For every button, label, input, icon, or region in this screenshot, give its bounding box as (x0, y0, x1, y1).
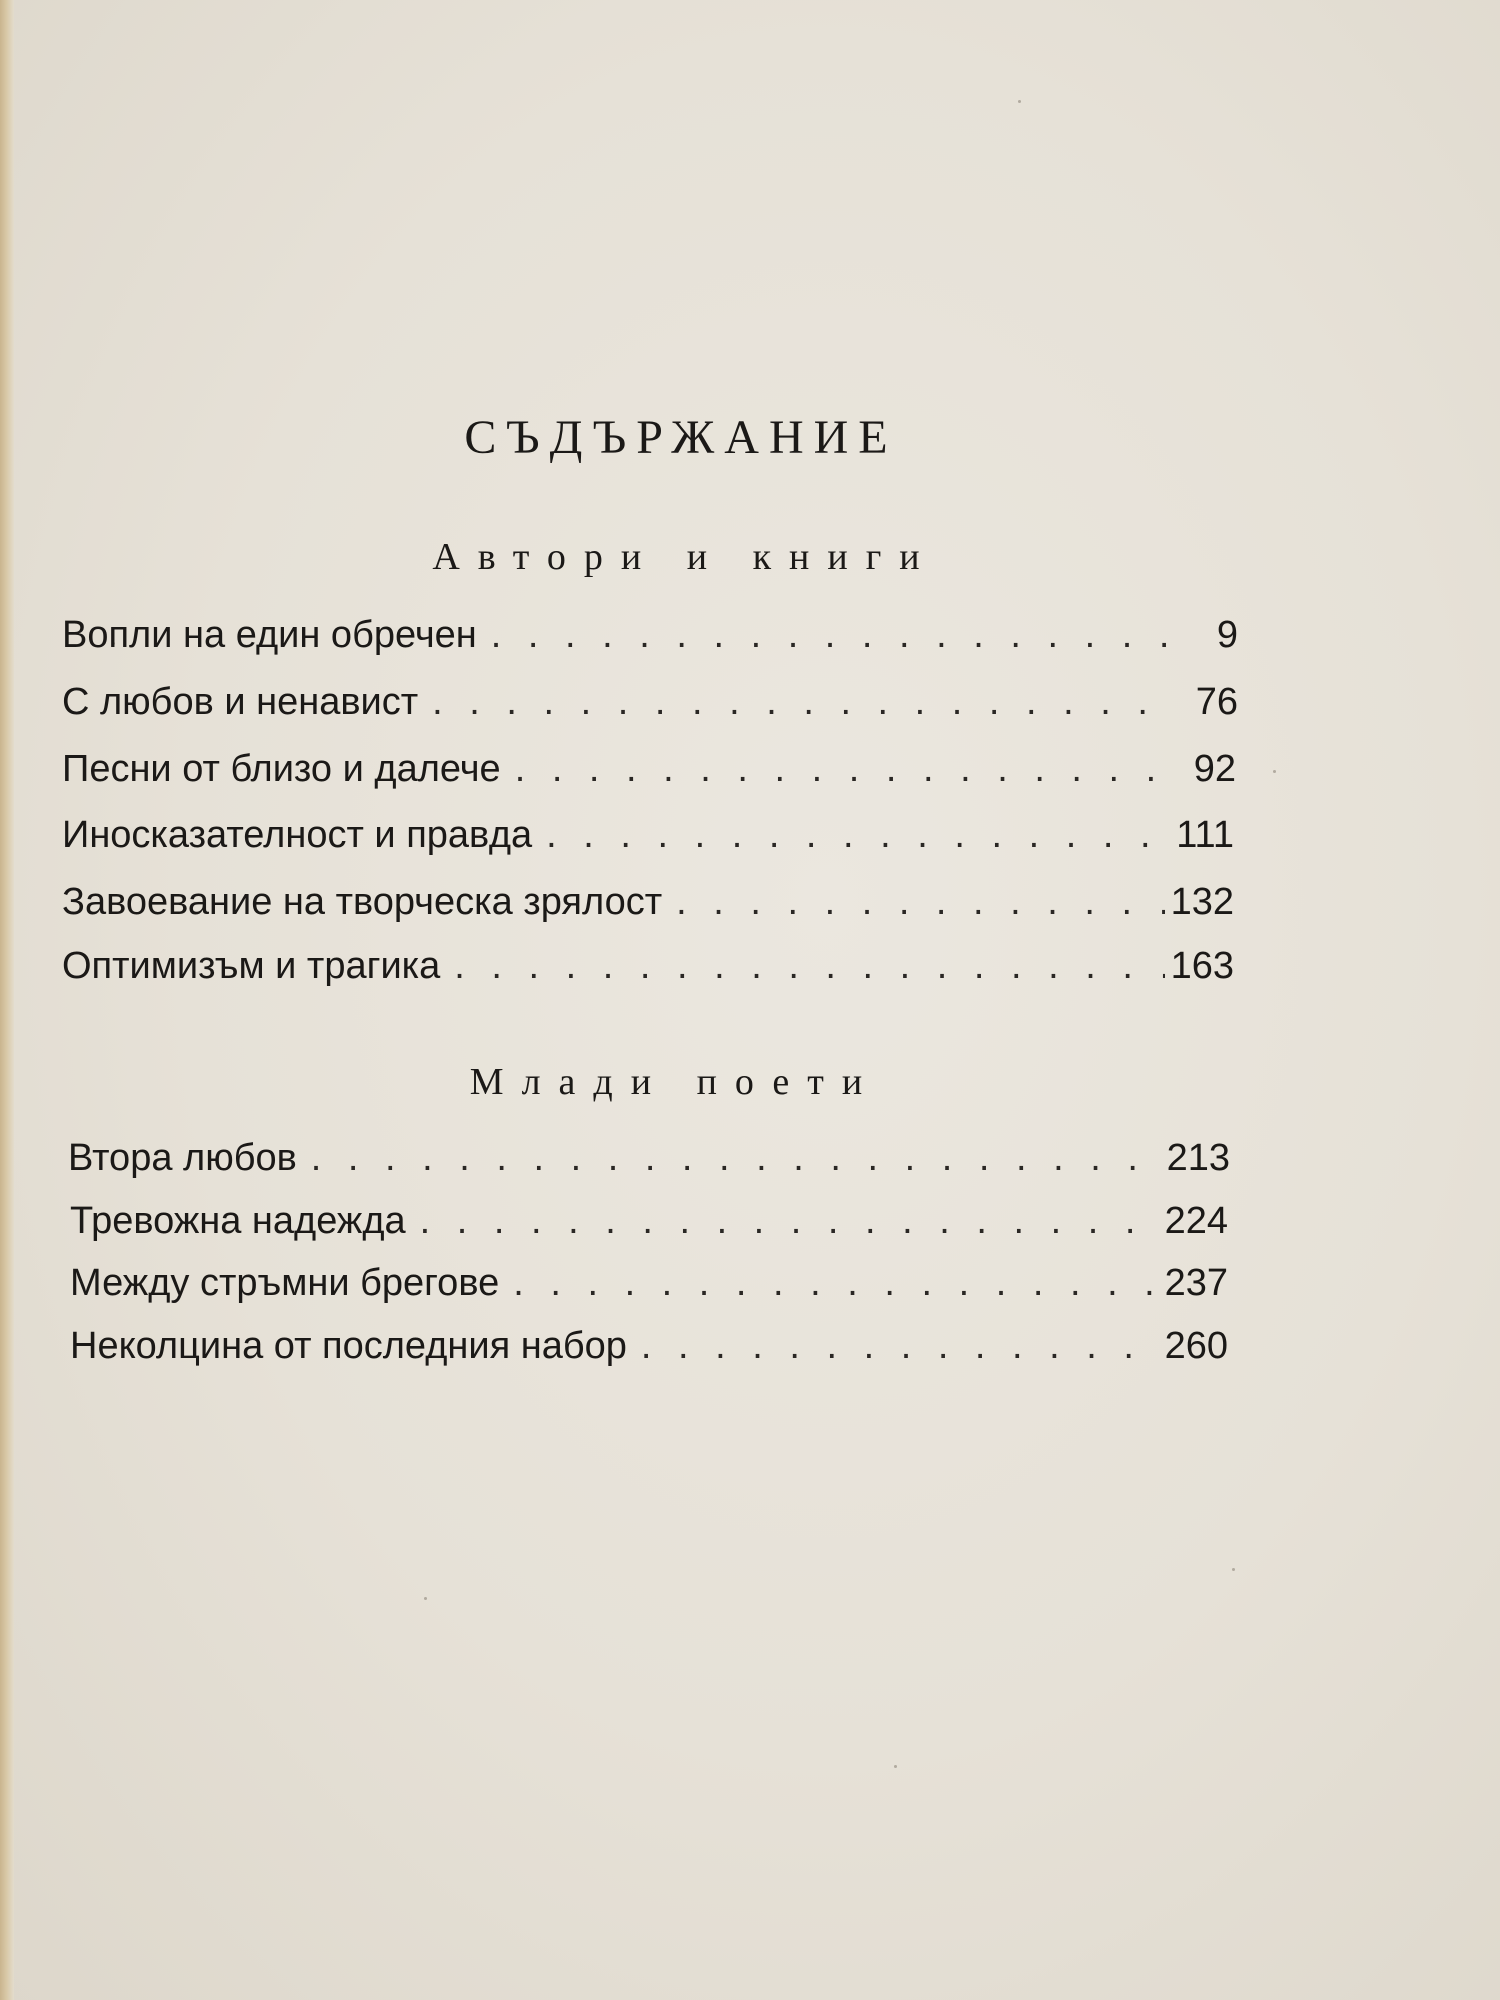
dot-leader (627, 1325, 1159, 1368)
entry-page-number: 163 (1170, 945, 1234, 987)
toc-entry[interactable] (62, 881, 1234, 929)
entry-title: Тревожна надежда (70, 1200, 406, 1242)
entry-page-number: 76 (1195, 681, 1238, 723)
toc-title: СЪДЪРЖАНИЕ (464, 411, 898, 464)
dot-leader (440, 945, 1164, 988)
entry-title: Неколцина от последния набор (70, 1325, 627, 1367)
entry-title: Вопли на един обречен (62, 614, 477, 656)
toc-entry[interactable] (62, 681, 1238, 729)
entry-page-number: 237 (1164, 1262, 1228, 1304)
dot-leader (501, 748, 1170, 791)
dot-leader (662, 881, 1164, 924)
entry-page-number: 111 (1176, 814, 1234, 856)
toc-entry[interactable] (70, 1325, 1228, 1373)
dot-leader (499, 1262, 1158, 1305)
toc-entry[interactable] (68, 1137, 1230, 1185)
entry-title: Между стръмни брегове (70, 1262, 500, 1304)
table-of-contents (60, 0, 1240, 2000)
entry-page-number: 224 (1164, 1200, 1228, 1242)
toc-entry[interactable] (70, 1262, 1228, 1310)
dot-leader (418, 681, 1172, 724)
entry-title: С любов и ненавист (62, 681, 419, 723)
entry-page-number: 9 (1216, 614, 1238, 656)
entry-title: Иносказателност и правда (62, 814, 533, 856)
entry-page-number: 92 (1193, 748, 1236, 790)
book-spine-edge (0, 0, 14, 2000)
paper-speck (1273, 770, 1276, 773)
dot-leader (297, 1137, 1161, 1180)
dot-leader (406, 1200, 1159, 1243)
section-heading-young-poets: Млади поети (469, 1061, 881, 1103)
entry-page-number: 260 (1164, 1325, 1228, 1367)
section-heading-authors-and-books: Автори и книги (432, 536, 938, 578)
entry-title: Втора любов (68, 1137, 297, 1179)
toc-entry[interactable] (62, 814, 1234, 862)
entry-title: Оптимизъм и трагика (62, 945, 441, 987)
entry-title: Песни от близо и далече (62, 748, 501, 790)
dot-leader (477, 614, 1172, 657)
toc-entry[interactable] (70, 1200, 1228, 1248)
toc-entry[interactable] (62, 748, 1236, 796)
entry-page-number: 132 (1170, 881, 1234, 923)
dot-leader (532, 814, 1168, 857)
toc-entry[interactable] (62, 614, 1238, 662)
entry-page-number: 213 (1166, 1137, 1230, 1179)
entry-title: Завоевание на творческа зрялост (62, 881, 663, 923)
toc-entry[interactable] (62, 945, 1234, 993)
